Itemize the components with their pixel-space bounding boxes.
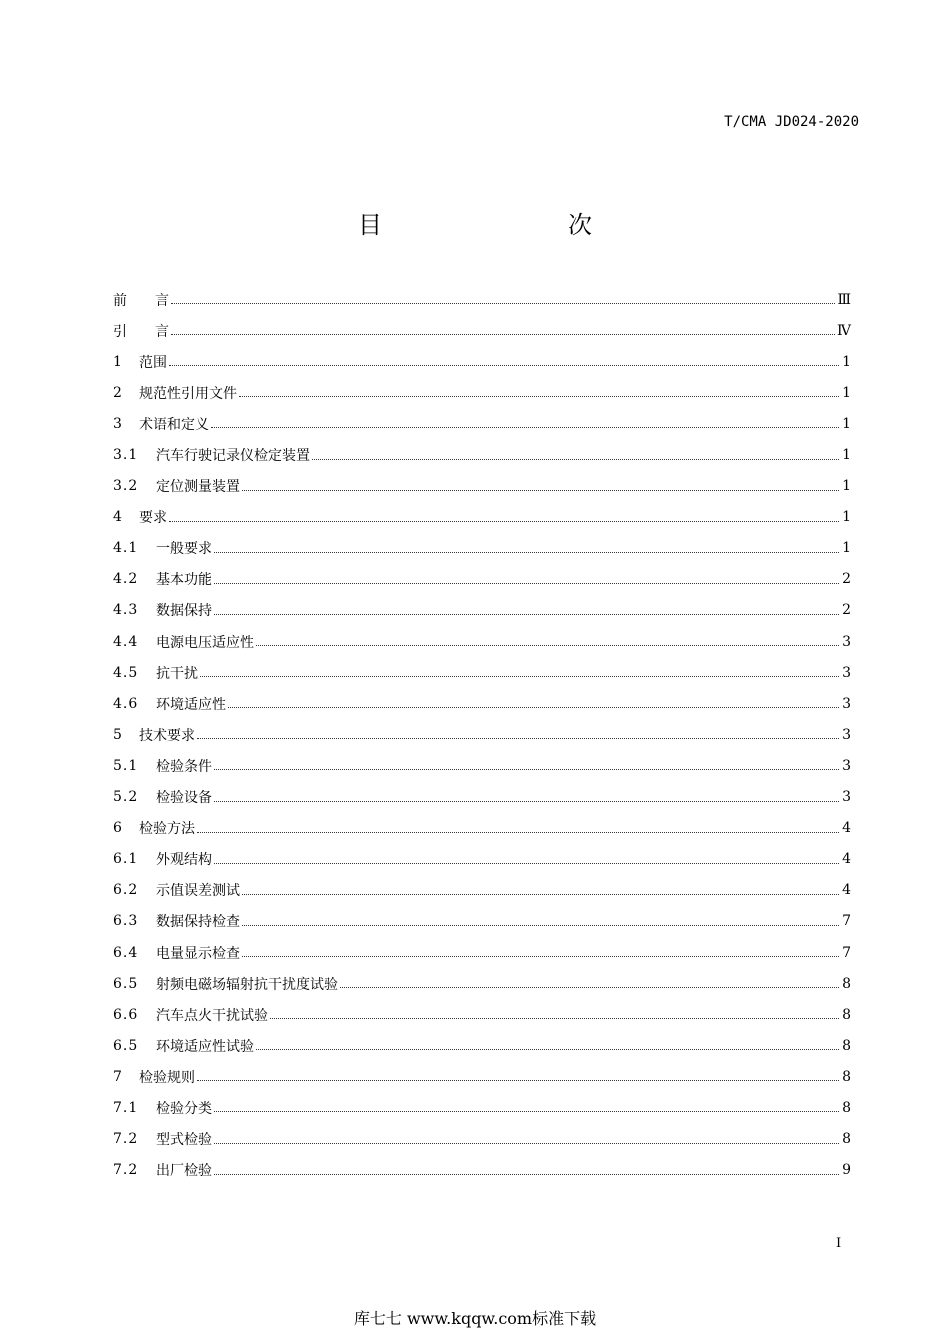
toc-entry-label: 环境适应性试验	[156, 1038, 254, 1055]
toc-entry-label: 要求	[139, 510, 167, 527]
toc-entry-page: 8	[842, 1006, 851, 1023]
page-number: I	[836, 1236, 842, 1251]
toc-entry[interactable]	[113, 626, 851, 657]
toc-entry-label: 范围	[139, 354, 167, 371]
toc-leader-dots	[214, 552, 839, 553]
toc-leader-dots	[197, 832, 839, 833]
toc-entry-label: 引 言	[113, 323, 169, 340]
toc-entry-page: 3	[842, 726, 851, 743]
toc-leader-dots	[214, 614, 839, 615]
toc-leader-dots	[211, 427, 839, 428]
toc-entry-number: 4.1	[113, 540, 139, 557]
toc-entry-label: 数据保持	[156, 603, 212, 620]
toc-entry-number: 4.2	[113, 571, 139, 588]
toc-entry[interactable]	[113, 750, 851, 781]
toc-entry-number: 6	[113, 820, 122, 837]
toc-entry-label: 检验条件	[156, 758, 212, 775]
toc-entry[interactable]	[113, 284, 851, 315]
toc-entry[interactable]	[113, 1061, 851, 1092]
toc-leader-dots	[228, 707, 839, 708]
toc-entry-label: 抗干扰	[156, 665, 198, 682]
toc-leader-dots	[214, 863, 839, 864]
toc-entry-number: 7.2	[113, 1162, 139, 1179]
toc-entry-label: 外观结构	[156, 852, 212, 869]
toc-entry-page: 2	[842, 602, 851, 619]
toc-leader-dots	[312, 459, 839, 460]
toc-leader-dots	[197, 1080, 839, 1081]
toc-entry-label: 型式检验	[156, 1132, 212, 1149]
toc-entry-label: 检验方法	[139, 821, 195, 838]
toc-entry-page: Ⅲ	[837, 291, 851, 308]
toc-leader-dots	[169, 365, 839, 366]
toc-entry[interactable]	[113, 906, 851, 937]
toc-entry-page: 1	[842, 478, 851, 495]
toc-leader-dots	[214, 769, 839, 770]
toc-entry-page: 3	[842, 789, 851, 806]
toc-entry-page: 8	[842, 975, 851, 992]
toc-entry-page: 1	[842, 384, 851, 401]
toc-entry[interactable]	[113, 1092, 851, 1123]
toc-entry-page: Ⅳ	[837, 322, 851, 339]
toc-entry-page: 7	[842, 913, 851, 930]
toc-leader-dots	[214, 801, 839, 802]
toc-entry-label: 汽车行驶记录仪检定装置	[156, 448, 310, 465]
footer-watermark: 库七七 www.kqqw.com标准下载	[353, 1309, 597, 1328]
toc-entry-label: 一般要求	[156, 541, 212, 558]
toc-entry[interactable]	[113, 968, 851, 999]
toc-entry[interactable]	[113, 595, 851, 626]
toc-entry-page: 3	[842, 695, 851, 712]
toc-leader-dots	[214, 583, 839, 584]
toc-entry[interactable]	[113, 1030, 851, 1061]
toc-entry-page: 1	[842, 415, 851, 432]
toc-leader-dots	[270, 1018, 839, 1019]
toc-entry-number: 5.2	[113, 789, 139, 806]
toc-entry[interactable]	[113, 471, 851, 502]
toc-entry-number: 6.4	[113, 944, 139, 961]
toc-entry[interactable]	[113, 844, 851, 875]
toc-entry-page: 8	[842, 1037, 851, 1054]
toc-entry-label: 技术要求	[139, 727, 195, 744]
toc-entry[interactable]	[113, 719, 851, 750]
toc-entry[interactable]	[113, 875, 851, 906]
toc-entry-label: 电源电压适应性	[156, 634, 254, 651]
toc-entry-label: 检验规则	[139, 1069, 195, 1086]
toc-leader-dots	[171, 334, 835, 335]
toc-leader-dots	[239, 396, 839, 397]
toc-leader-dots	[242, 956, 839, 957]
toc-entry-number: 4.5	[113, 664, 139, 681]
toc-leader-dots	[242, 894, 839, 895]
toc-entry-number: 5	[113, 726, 122, 743]
toc-entry-label: 基本功能	[156, 572, 212, 589]
toc-entry-number: 6.3	[113, 913, 139, 930]
toc-leader-dots	[256, 645, 839, 646]
toc-entry[interactable]	[113, 937, 851, 968]
toc-leader-dots	[242, 490, 839, 491]
toc-entry-page: 7	[842, 944, 851, 961]
toc-entry-number: 6.1	[113, 851, 139, 868]
toc-entry-page: 1	[842, 447, 851, 464]
toc-entry-page: 8	[842, 1131, 851, 1148]
toc-leader-dots	[214, 1111, 839, 1112]
toc-entry-label: 示值误差测试	[156, 883, 240, 900]
toc-entry-label: 射频电磁场辐射抗干扰度试验	[156, 976, 338, 993]
document-code: T/CMA JD024-2020	[724, 114, 859, 130]
table-of-contents	[113, 284, 851, 1186]
toc-entry[interactable]	[113, 315, 851, 346]
toc-entry-number: 6.6	[113, 1006, 139, 1023]
toc-entry-number: 1	[113, 353, 122, 370]
toc-leader-dots	[340, 987, 839, 988]
toc-entry-page: 4	[842, 851, 851, 868]
toc-entry-page: 8	[842, 1099, 851, 1116]
toc-entry[interactable]	[113, 564, 851, 595]
toc-entry-page: 2	[842, 571, 851, 588]
toc-leader-dots	[169, 521, 839, 522]
toc-entry[interactable]	[113, 657, 851, 688]
toc-entry-number: 2	[113, 384, 122, 401]
toc-entry-number: 3.1	[113, 447, 139, 464]
toc-entry-number: 3.2	[113, 478, 139, 495]
toc-entry-label: 检验设备	[156, 790, 212, 807]
toc-entry[interactable]	[113, 782, 851, 813]
toc-entry-number: 4	[113, 509, 122, 526]
toc-leader-dots	[200, 676, 839, 677]
toc-entry[interactable]	[113, 999, 851, 1030]
toc-entry-page: 4	[842, 882, 851, 899]
toc-entry-number: 6.5	[113, 1037, 139, 1054]
toc-entry-label: 定位测量装置	[156, 479, 240, 496]
toc-entry-page: 3	[842, 757, 851, 774]
toc-entry-number: 4.4	[113, 633, 139, 650]
toc-entry-number: 4.3	[113, 602, 139, 619]
toc-entry-number: 6.5	[113, 975, 139, 992]
toc-entry-label: 出厂检验	[156, 1163, 212, 1180]
toc-entry-number: 3	[113, 415, 122, 432]
toc-entry[interactable]	[113, 533, 851, 564]
toc-entry-label: 数据保持检查	[156, 914, 240, 931]
toc-entry-page: 4	[842, 820, 851, 837]
toc-leader-dots	[214, 1143, 839, 1144]
toc-entry[interactable]	[113, 688, 851, 719]
toc-entry[interactable]	[113, 439, 851, 470]
toc-entry-page: 9	[842, 1162, 851, 1179]
toc-entry-number: 7.1	[113, 1099, 139, 1116]
toc-entry-number: 5.1	[113, 757, 139, 774]
toc-leader-dots	[242, 925, 839, 926]
toc-leader-dots	[214, 1174, 839, 1175]
toc-entry-number: 4.6	[113, 695, 139, 712]
toc-entry-number: 7.2	[113, 1131, 139, 1148]
toc-entry-page: 1	[842, 353, 851, 370]
toc-entry[interactable]	[113, 1155, 851, 1186]
page-title: 目 次	[358, 211, 638, 239]
toc-leader-dots	[197, 738, 839, 739]
toc-entry[interactable]	[113, 408, 851, 439]
toc-entry-page: 3	[842, 633, 851, 650]
toc-entry[interactable]	[113, 813, 851, 844]
toc-entry-page: 1	[842, 509, 851, 526]
toc-entry-label: 前 言	[113, 292, 169, 309]
toc-entry-page: 8	[842, 1068, 851, 1085]
toc-leader-dots	[171, 303, 835, 304]
toc-entry-label: 环境适应性	[156, 696, 226, 713]
toc-entry-number: 7	[113, 1068, 122, 1085]
toc-entry-page: 3	[842, 664, 851, 681]
toc-entry-label: 电量显示检查	[156, 945, 240, 962]
toc-entry-label: 规范性引用文件	[139, 385, 237, 402]
toc-entry-number: 6.2	[113, 882, 139, 899]
toc-entry-label: 检验分类	[156, 1100, 212, 1117]
toc-entry[interactable]	[113, 346, 851, 377]
toc-leader-dots	[256, 1049, 839, 1050]
toc-entry[interactable]	[113, 377, 851, 408]
toc-entry[interactable]	[113, 1124, 851, 1155]
toc-entry-page: 1	[842, 540, 851, 557]
toc-entry-label: 术语和定义	[139, 416, 209, 433]
toc-entry-label: 汽车点火干扰试验	[156, 1007, 268, 1024]
toc-entry[interactable]	[113, 502, 851, 533]
